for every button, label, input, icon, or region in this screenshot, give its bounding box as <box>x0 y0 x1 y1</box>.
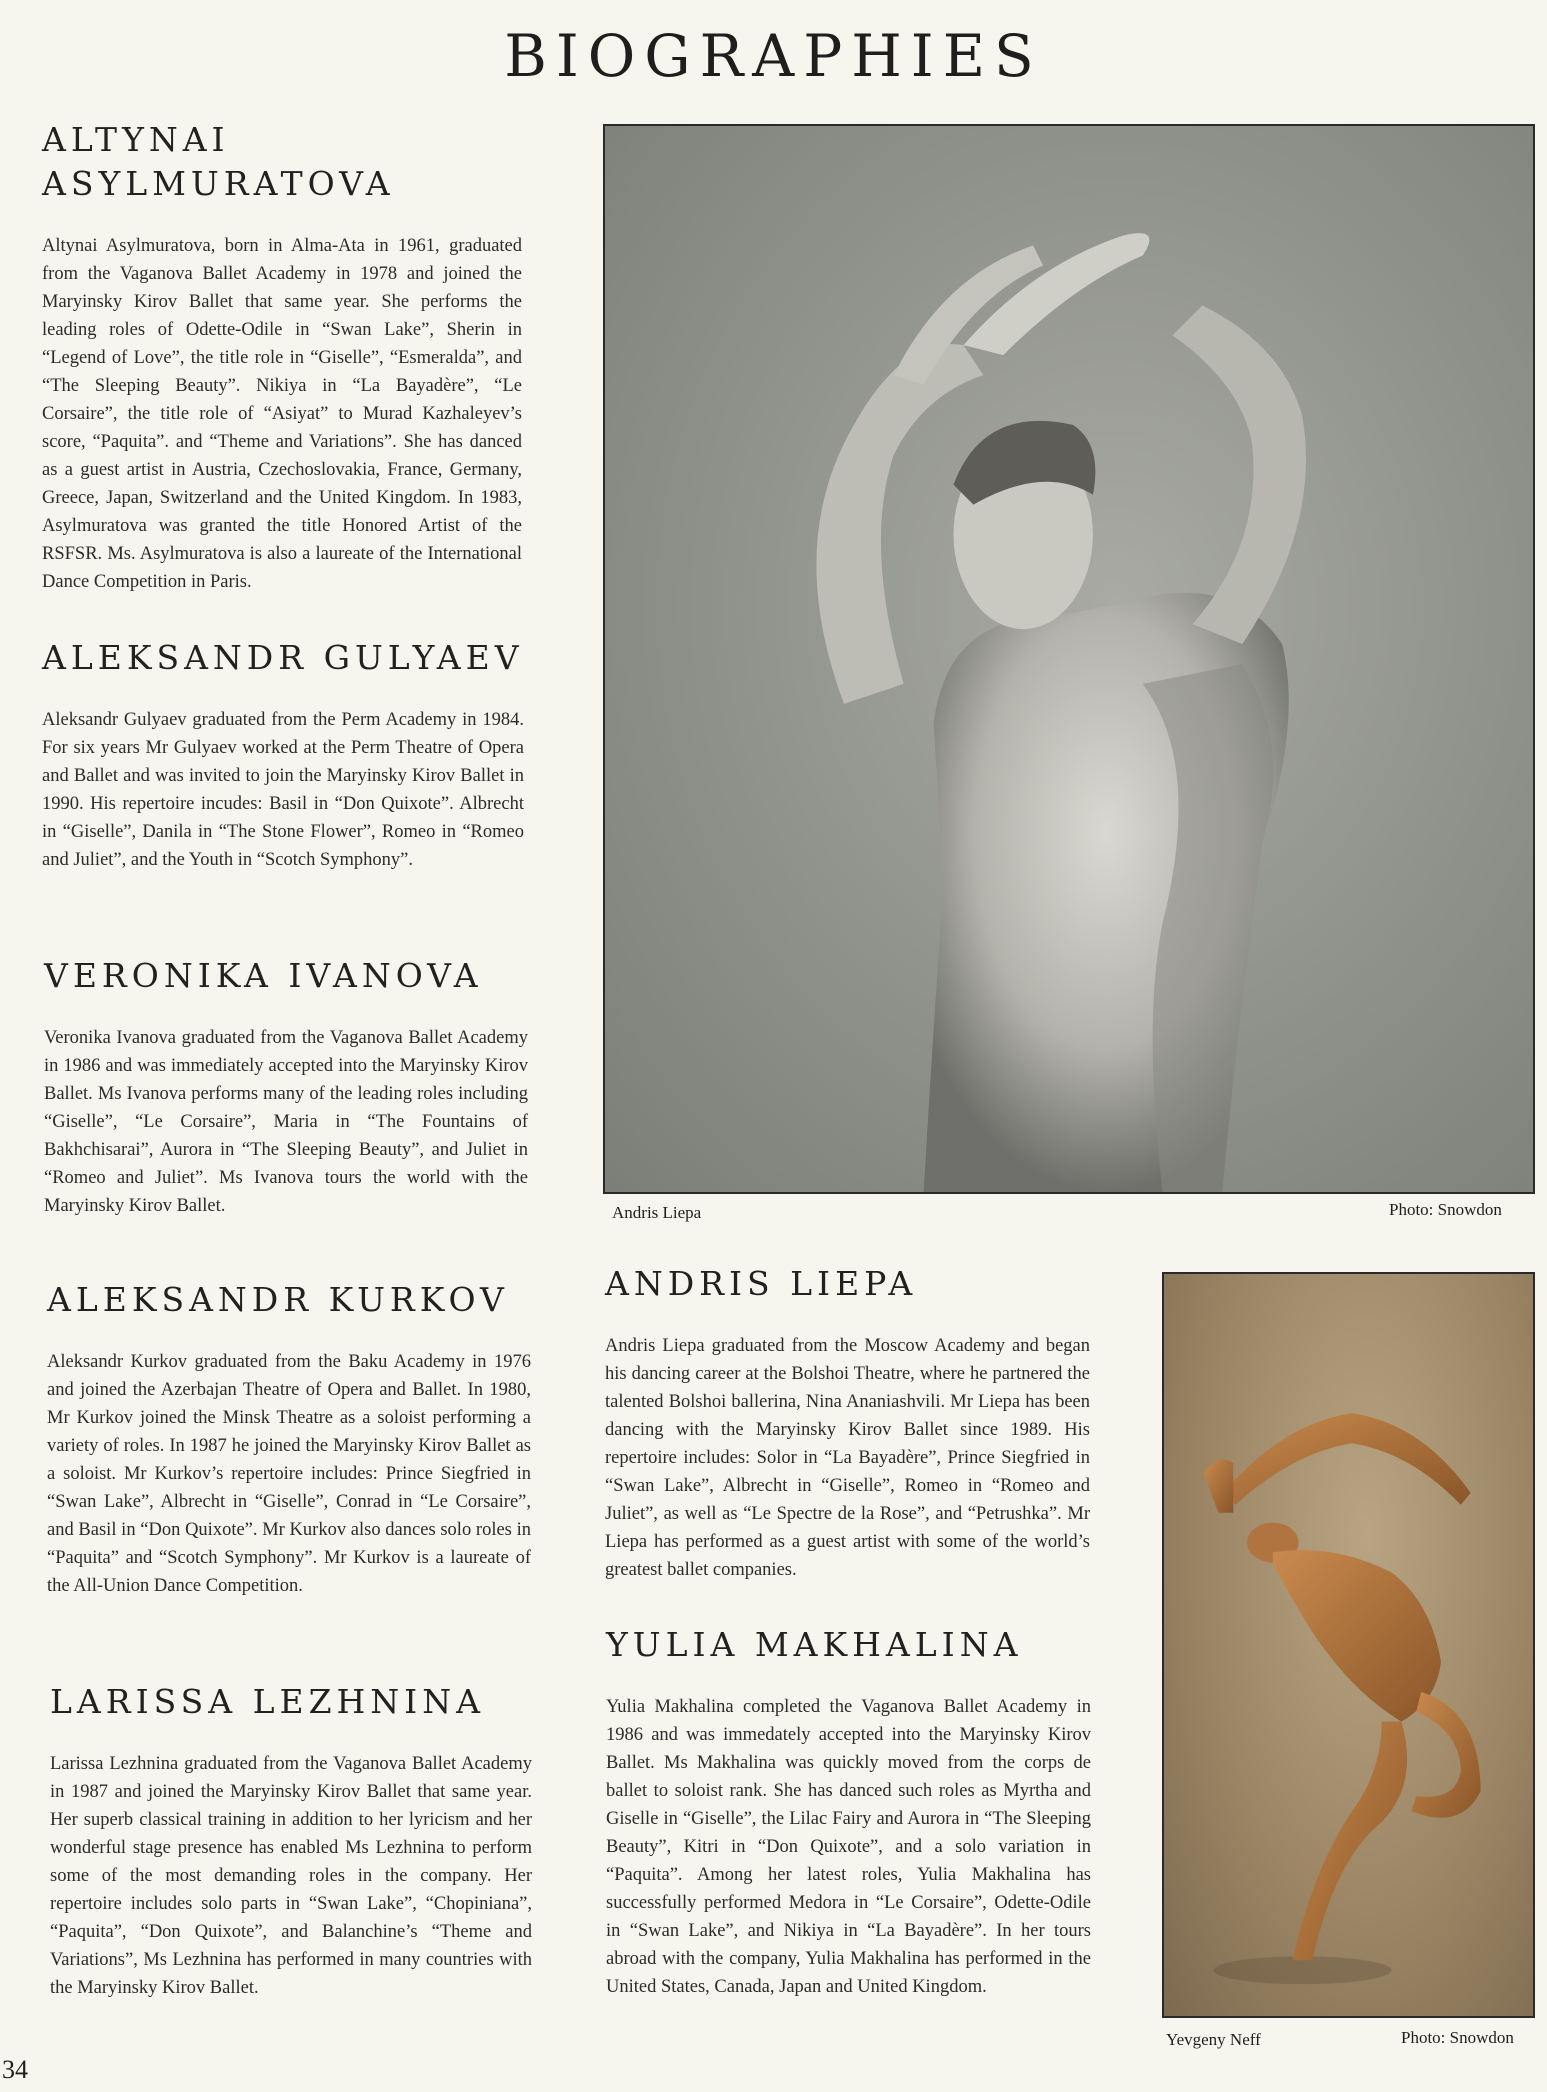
page-number: 34 <box>2 2055 28 2084</box>
bio-kurkov <box>47 1278 531 1600</box>
bio-text: Yulia Makhalina completed the Vaganova Ballet Academy in 1986 and was immedately accepted into the Maryinsky Kirov Ballet. Ms Makhalina was quickly moved from the corps de ballet to soloist rank. She has danced such roles as Myrtha and Giselle in “Giselle”, the Lilac Fairy and Aurora in “The Sleeping Beauty”, Kitri in “Don Quixote”, and a solo variation in “Paquita”. Among her latest roles, Yulia Makhalina has successfully performed Medora in “Le Corsaire”, Odette-Odile in “Swan Lake”, and Nikiya in “La Bayadère”. In her tours abroad with the company, Yulia Makhalina has performed in the United States, Canada, Japan and United Kingdom. <box>606 1697 1091 1997</box>
bio-name-line1: ALTYNAI <box>42 120 230 159</box>
bio-heading: ANDRIS LIEPA <box>605 1264 918 1303</box>
page-title: BIOGRAPHIES <box>504 22 1043 90</box>
bio-text: Andris Liepa graduated from the Moscow Academy and began his dancing career at the Bolshoi Theatre, where he partnered the talented Bolshoi ballerina, Nina Ananiashvili. Mr Liepa has been dancing with the Maryinsky Kirov Ballet since 1989. His repertoire includes: Solor in “La Bayadère”, Prince Siegfried in “Swan Lake”, Albrecht in “Giselle”, Romeo in “Romeo and Juliet”, as well as “Le Spectre de la Rose”, and “Petrushka”. Mr Liepa has performed as a guest artist with some of the world’s greatest ballet companies. <box>605 1336 1090 1580</box>
bio-text: Altynai Asylmuratova, born in Alma-Ata in 1961, graduated from the Vaganova Ballet Academy in 1978 and joined the Maryinsky Kirov Ballet that same year. She performs the leading roles of Odette-Odile in “Swan Lake”, Sherin in “Legend of Love”, the title role in “Giselle”, “Esmeralda”, and “The Sleeping Beauty”. Nikiya in “La Bayadère”, “Le Corsaire”, the title role of “Asiyat” to Murad Kazhaleyev’s score, “Paquita”. and “Theme and Variations”. She has danced as a guest artist in Austria, Czechoslovakia, France, Germany, Greece, Japan, Switzerland and the United Kingdom. In 1983, Asylmuratova was granted the title Honored Artist of the RSFSR. Ms. Asylmuratova is also a laureate of the International Dance Competition in Paris. <box>42 236 522 592</box>
bio-text: Aleksandr Kurkov graduated from the Baku Academy in 1976 and joined the Azerbajan Theatre of Opera and Ballet. In 1980, Mr Kurkov joined the Minsk Theatre as a soloist performing a variety of roles. In 1987 he joined the Maryinsky Kirov Ballet as a soloist. Mr Kurkov’s repertoire includes: Prince Siegfried in “Swan Lake”, Albrecht in “Giselle”, Conrad in “Le Corsaire”, and Basil in “Don Quixote”. Mr Kurkov also dances solo roles in “Paquita” and “Scotch Symphony”. Mr Kurkov is a laureate of the All-Union Dance Competition. <box>47 1352 531 1596</box>
bio-heading: LARISSA LEZHNINA <box>50 1682 485 1721</box>
bio-lezhnina <box>50 1680 532 2002</box>
bio-ivanova <box>44 954 528 1220</box>
bio-text: Aleksandr Gulyaev graduated from the Perm Academy in 1984. For six years Mr Gulyaev worked at the Perm Theatre of Opera and Ballet and was invited to join the Maryinsky Kirov Ballet in 1990. His repertoire incudes: Basil in “Don Quixote”. Albrecht in “Giselle”, Danila in “The Stone Flower”, Romeo in “Romeo and Juliet”, and the Youth in “Scotch Symphony”. <box>42 710 524 870</box>
bio-makhalina <box>606 1623 1091 2001</box>
bio-gulyaev <box>42 636 524 874</box>
photo-yevgeny-neff <box>1162 1272 1535 2018</box>
bio-heading: VERONIKA IVANOVA <box>44 956 483 995</box>
photo-credit-neff: Photo: Snowdon <box>1401 2028 1514 2047</box>
dancer-figure-image <box>605 126 1533 1192</box>
bio-asylmuratova <box>42 118 522 596</box>
bio-liepa <box>605 1262 1090 1584</box>
bio-heading: ALEKSANDR GULYAEV <box>42 638 524 677</box>
bio-text: Veronika Ivanova graduated from the Vaganova Ballet Academy in 1986 and was immediately accepted into the Maryinsky Kirov Ballet. Ms Ivanova performs many of the leading roles including “Giselle”, “Le Corsaire”, Maria in “The Fountains of Bakhchisarai”, Aurora in “The Sleeping Beauty”, and Juliet in “Romeo and Juliet”. Ms Ivanova tours the world with the Maryinsky Kirov Ballet. <box>44 1028 528 1216</box>
bio-heading: ALEKSANDR KURKOV <box>47 1280 509 1319</box>
photo-andris-liepa <box>603 124 1535 1194</box>
dancer-figure-image <box>1164 1274 1533 2016</box>
bio-name-line2: ASYLMURATOVA <box>42 164 395 203</box>
photo-caption-neff: Yevgeny Neff <box>1166 2030 1261 2049</box>
photo-caption-liepa: Andris Liepa <box>612 1203 702 1222</box>
photo-credit-liepa: Photo: Snowdon <box>1389 1200 1502 1219</box>
bio-heading: YULIA MAKHALINA <box>606 1625 1023 1664</box>
bio-text: Larissa Lezhnina graduated from the Vaganova Ballet Academy in 1987 and joined the Maryinsky Kirov Ballet that same year. Her superb classical training in addition to her lyricism and her wonderful stage presence has enabled Ms Lezhnina to perform some of the most demanding roles in the company. Her repertoire includes solo parts in “Swan Lake”, “Chopiniana”, “Paquita”, “Don Quixote”, and Balanchine’s “Theme and Variations”, Ms Lezhnina has performed in many countries with the Maryinsky Kirov Ballet. <box>50 1754 532 1998</box>
bio-heading <box>42 118 522 206</box>
